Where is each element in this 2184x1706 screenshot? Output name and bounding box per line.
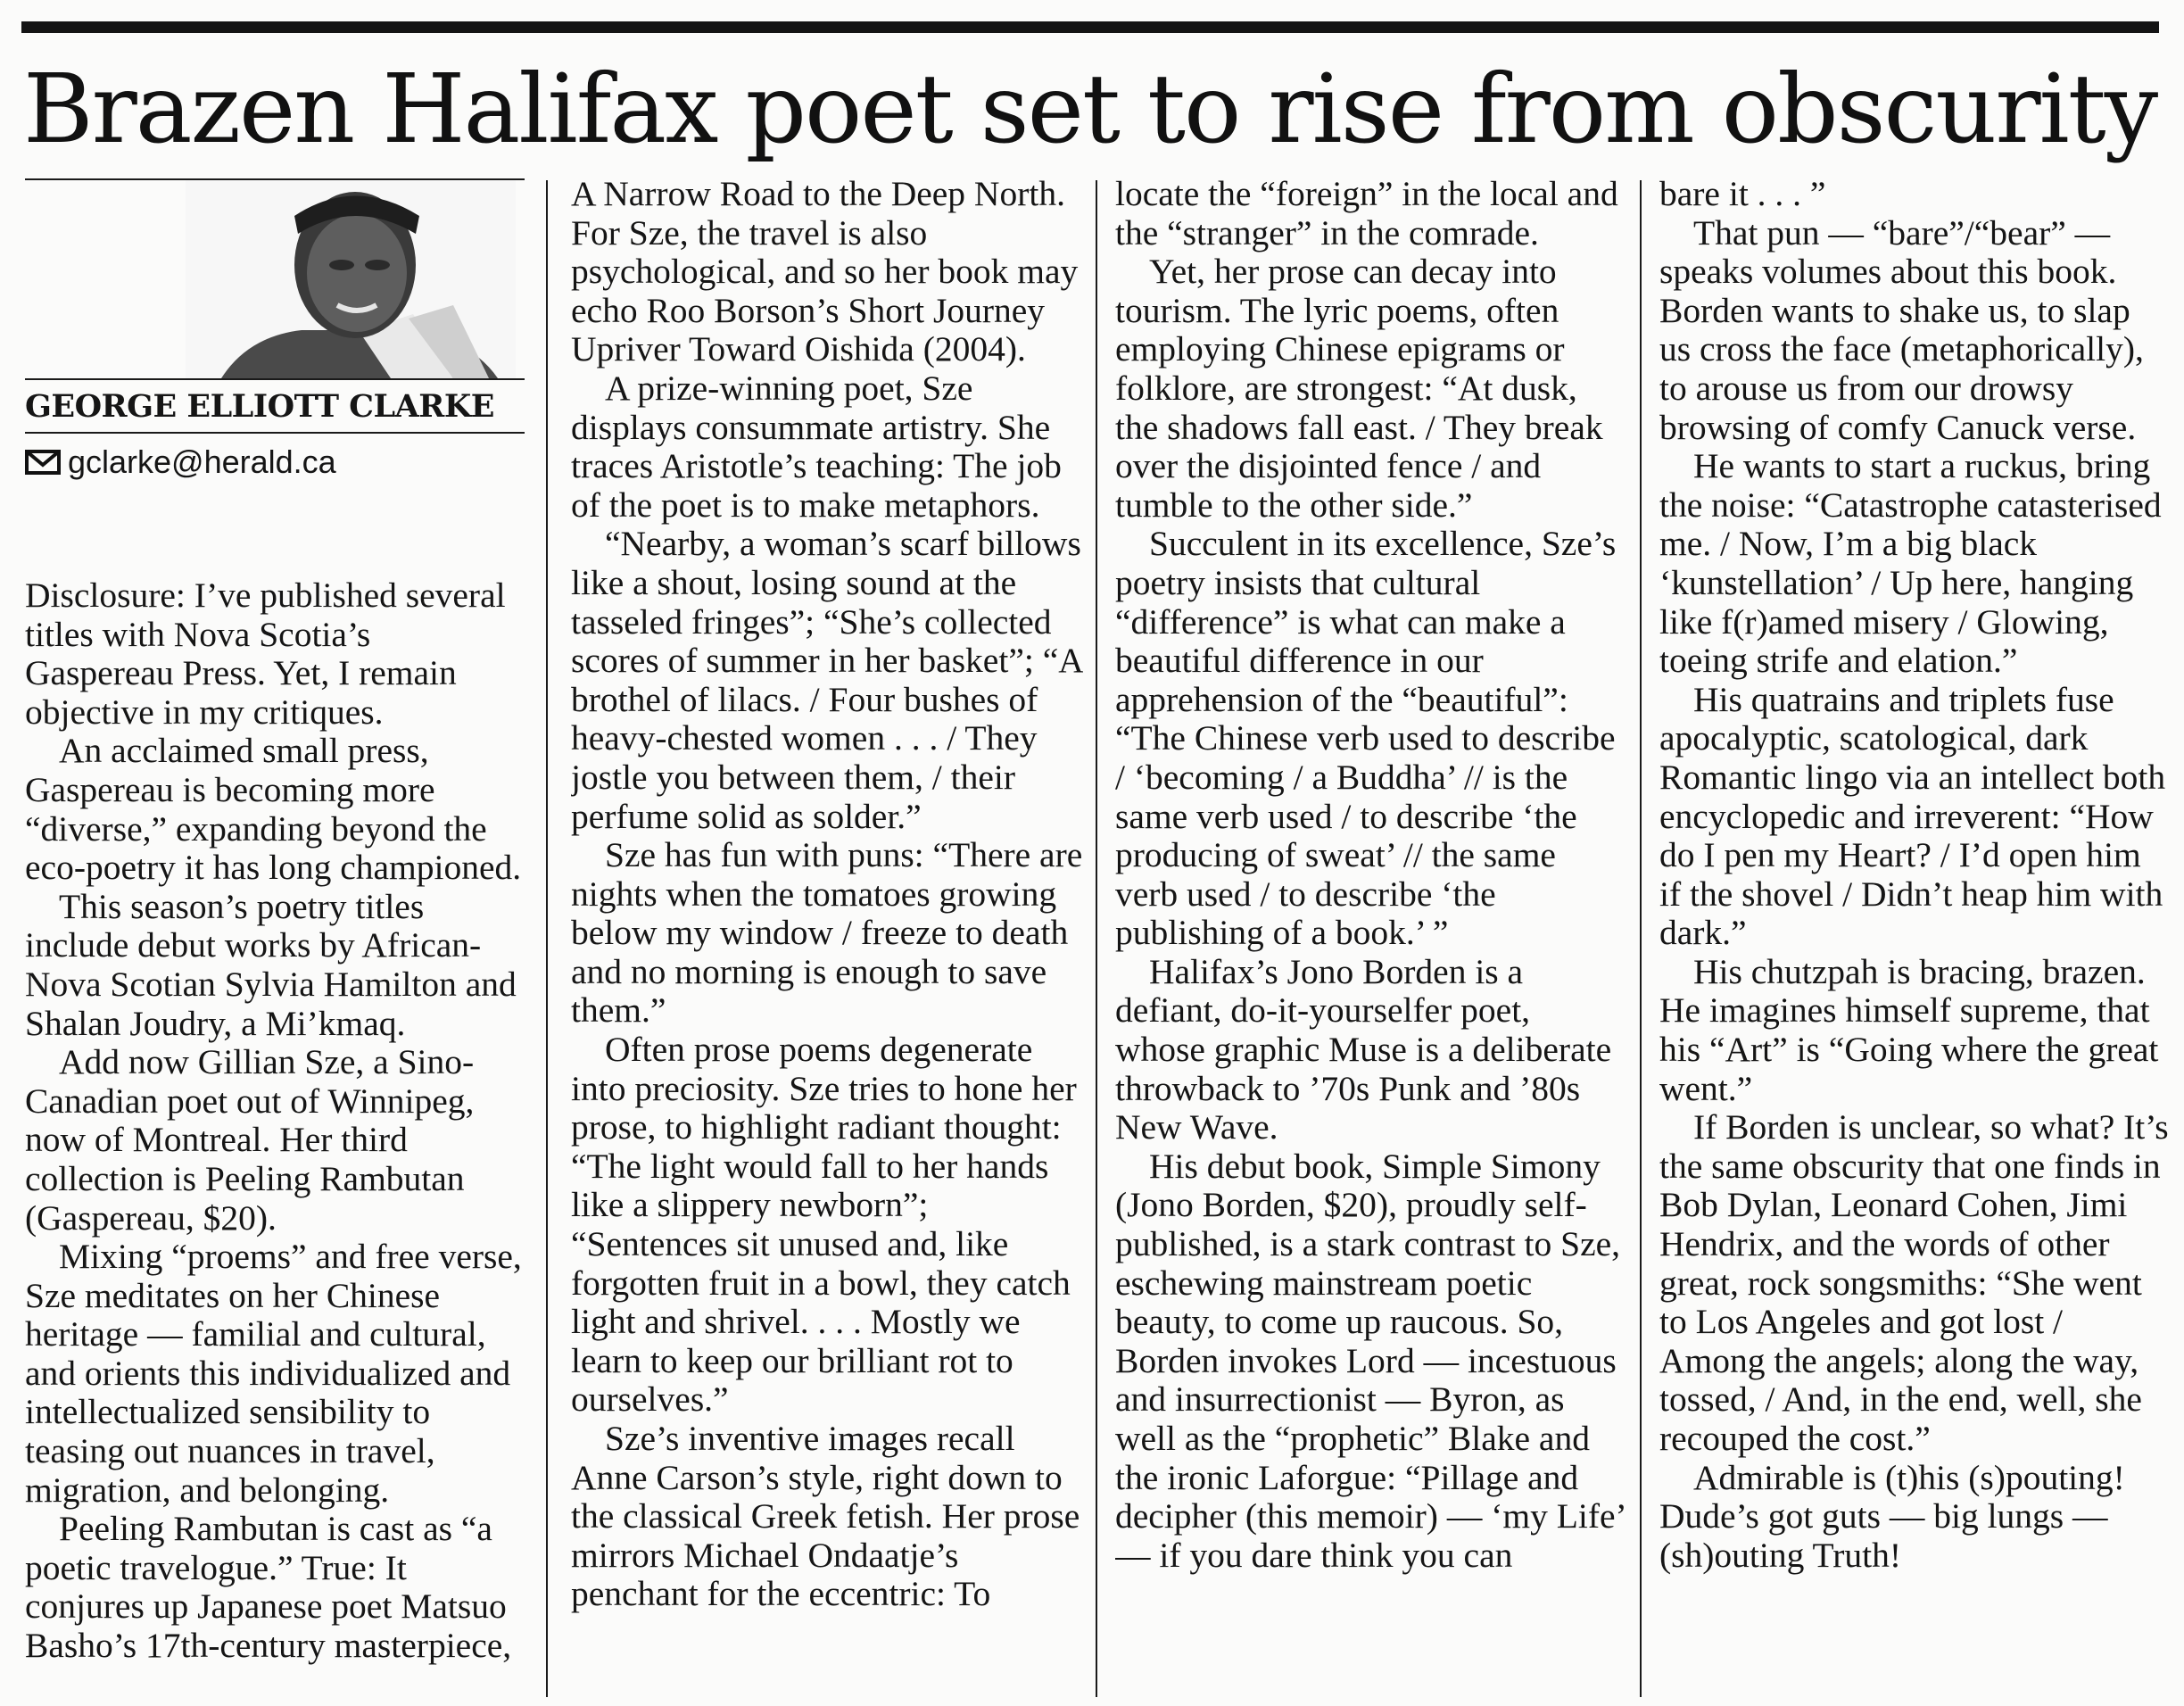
author-email[interactable]: gclarke@herald.ca bbox=[68, 443, 336, 480]
paragraph: That pun — “bare”/“bear” — speaks volumes about this book. Borden wants to shake us, to slap us cross the face (metaphorically), to arouse us from our drowsy browsing of comfy Canuck verse. bbox=[1659, 212, 2144, 447]
paragraph: A prize-winning poet, Sze displays consummate artistry. She traces Aristotle’s teaching: The job of the poet is to make metaphors. bbox=[571, 368, 1062, 525]
author-email-row bbox=[25, 443, 525, 482]
column-rule bbox=[1096, 180, 1097, 1697]
article-column-2 bbox=[571, 175, 1083, 1701]
paragraph: “Nearby, a woman’s scarf billows like a shout, losing sound at the tasseled fringes”; “She’s collected scores of summer in her basket”; “A brothel of lilacs. / Four bushes of heavy-chested women . . . / They jostle you between them, / their perfume solid as solder.” bbox=[571, 524, 1082, 836]
paragraph: bare it . . . ” bbox=[1659, 175, 1826, 213]
author-photo bbox=[186, 180, 516, 378]
article-column-1 bbox=[25, 178, 525, 1701]
paragraph: Yet, her prose can decay into tourism. The lyric poems, often employing Chinese epigrams or folklore, are strongest: “At dusk, the shadows fall east. / They break over the disjointed fence / and tumble to the other side.” bbox=[1115, 252, 1603, 525]
article-column-3 bbox=[1115, 175, 1626, 1701]
paragraph: His chutzpah is bracing, brazen. He imagines himself supreme, that his “Art” is “Going where the great went.” bbox=[1659, 951, 2159, 1108]
paragraph: Disclosure: I’ve published several titles with Nova Scotia’s Gaspereau Press. Yet, I remain objective in my critiques. bbox=[25, 576, 506, 732]
paragraph: He wants to start a ruckus, bring the noise: “Catastrophe catasterised me. / Now, I’m a big black ‘kunstellation’ / Up here, hanging like f(r)amed misery / Glowing, toeing strife and elation.” bbox=[1659, 446, 2162, 681]
paragraph: This season’s poetry titles include debut works by African-Nova Scotian Sylvia Hamilton and Shalan Joudry, a Mi’kmaq. bbox=[25, 886, 517, 1043]
article-column-4 bbox=[1659, 175, 2170, 1701]
byline-mid-rule bbox=[25, 378, 525, 380]
paragraph: Halifax’s Jono Borden is a defiant, do-it-yourselfer poet, whose graphic Muse is a deliberate throwback to ’70s Punk and ’80s New Wave. bbox=[1115, 951, 1612, 1147]
paragraph: Often prose poems degenerate into preciosity. Sze tries to hone her prose, to highlight radiant thought: “The light would fall to her hands like a slippery newborn”; “Sentences sit unused and, like forgotten fruit in a bowl, they catch light and shrivel. . . . Mostly we learn to keep our brilliant rot to ourselves.” bbox=[571, 1030, 1077, 1420]
column-rule bbox=[546, 180, 548, 1697]
paragraph: Peeling Rambutan is cast as “a poetic travelogue.” True: It conjures up Japanese poet Matsuo Basho’s 17th-century masterpiece, bbox=[25, 1509, 512, 1666]
paragraph: Mixing “proems” and free verse, Sze meditates on her Chinese heritage — familial and cultural, and orients this individualized and intellectualized sensibility to teasing out nuances in travel, migration, and belonging. bbox=[25, 1237, 522, 1510]
top-rule bbox=[21, 21, 2159, 33]
paragraph: An acclaimed small press, Gaspereau is becoming more “diverse,” expanding beyond the eco-poetry it has long championed. bbox=[25, 731, 522, 888]
paragraph: Sze has fun with puns: “There are nights when the tomatoes growing below my window / freeze to death and no morning is enough to save them.” bbox=[571, 835, 1083, 1031]
author-name: GEORGE ELLIOTT CLARKE bbox=[25, 388, 494, 425]
paragraph: locate the “foreign” in the local and the “stranger” in the comrade. bbox=[1115, 175, 1618, 253]
headline: Brazen Halifax poet set to rise from obscurity bbox=[23, 54, 2157, 165]
envelope-icon bbox=[25, 449, 61, 476]
paragraph: His debut book, Simple Simony (Jono Borden, $20), proudly self-published, is a stark contrast to Sze, eschewing mainstream poetic beauty, to come up raucous. So, Borden invokes Lord — incestuous and insurrectionist — Byron, as well as the “prophetic” Blake and the ironic Laforgue: “Pillage and decipher (this memoir) — ‘my Life’ — if you dare think you can bbox=[1115, 1146, 1625, 1575]
paragraph: A Narrow Road to the Deep North. For Sze, the travel is also psychological, and so her book may echo Roo Borson’s Short Journey Upriver Toward Oishida (2004). bbox=[571, 175, 1079, 369]
column-rule bbox=[1640, 180, 1642, 1697]
paragraph: Admirable is (t)his (s)pouting! Dude’s got guts — big lungs — (sh)outing Truth! bbox=[1659, 1457, 2125, 1575]
paragraph: If Borden is unclear, so what? It’s the same obscurity that one finds in Bob Dylan, Leonard Cohen, Jimi Hendrix, and the words of other great, rock songsmiths: “She went to Los Angeles and got lost / Among the angels; along the way, tossed, / And, in the end, well, she recouped the cost.” bbox=[1659, 1107, 2169, 1458]
paragraph: Sze’s inventive images recall Anne Carson’s style, right down to the classical Greek fetish. Her prose mirrors Michael Ondaatje’s penchant for the eccentric: To bbox=[571, 1419, 1080, 1614]
byline-bottom-rule bbox=[25, 432, 525, 434]
paragraph: Add now Gillian Sze, a Sino-Canadian poet out of Winnipeg, now of Montreal. Her third collection is Peeling Rambutan (Gaspereau, $20). bbox=[25, 1042, 475, 1238]
author-portrait bbox=[186, 180, 516, 378]
paragraph: His quatrains and triplets fuse apocalyptic, scatological, dark Romantic lingo via an intellect both encyclopedic and irreverent: “How do I pen my Heart? / I’d open him if the shovel / Didn’t heap him with dark.” bbox=[1659, 679, 2166, 953]
paragraph: Succulent in its excellence, Sze’s poetry insists that cultural “difference” is what can make a beautiful difference in our apprehension of the “beautiful”: “The Chinese verb used to describe / ‘becoming / a Buddha’ // is the same verb used / to describe ‘the producing of sweat’ // the same verb used / to describe ‘the publishing of a book.’ ” bbox=[1115, 524, 1617, 953]
